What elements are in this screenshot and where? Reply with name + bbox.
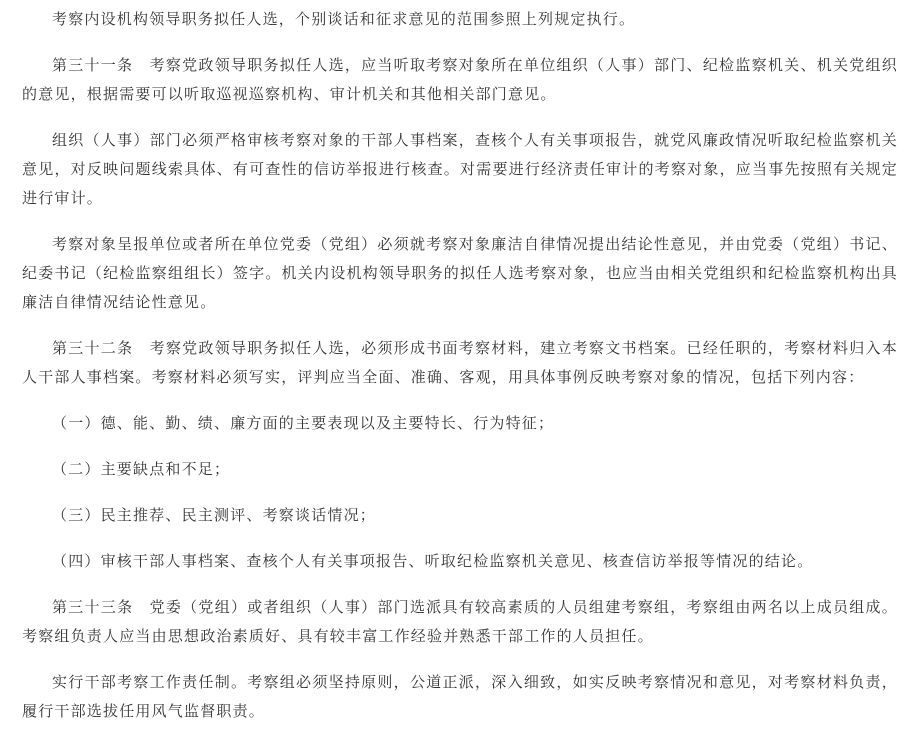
list-item: （一）德、能、勤、绩、廉方面的主要表现以及主要特长、行为特征； (52, 414, 555, 432)
paragraph: 考察内设机构领导职务拟任人选，个别谈话和征求意见的范围参照上列规定执行。 (52, 10, 636, 28)
article-31-paragraph: 第三十一条 考察党政领导职务拟任人选，应当听取考察对象所在单位组织（人事）部门、纪检监察机关、机关党组织的意见，根据需要可以听取巡视巡察机构、审计机关和其他相关部门意见。 (22, 56, 898, 103)
article-32-paragraph: 第三十二条 考察党政领导职务拟任人选，必须形成书面考察材料，建立考察文书档案。已经任职的，考察材料归入本人干部人事档案。考察材料必须写实，评判应当全面、准确、客观，用具体事例反映考察对象的情况，包括下列内容： (22, 339, 898, 386)
list-item: （三）民主推荐、民主测评、考察谈话情况； (52, 506, 377, 524)
paragraph: 实行干部考察工作责任制。考察组必须坚持原则，公道正派，深入细致，如实反映考察情况和意见，对考察材料负责，履行干部选拔任用风气监督职责。 (22, 673, 898, 720)
list-item: （二）主要缺点和不足； (52, 460, 231, 478)
paragraph: 组织（人事）部门必须严格审核考察对象的干部人事档案，查核个人有关事项报告，就党风廉政情况听取纪检监察机关意见，对反映问题线索具体、有可查性的信访举报进行核查。对需要进行经济责任审计的考察对象，应当事先按照有关规定进行审计。 (22, 131, 898, 207)
paragraph: 考察对象呈报单位或者所在单位党委（党组）必须就考察对象廉洁自律情况提出结论性意见，并由党委（党组）书记、纪委书记（纪检监察组组长）签字。机关内设机构领导职务的拟任人选考察对象，也应当由相关党组织和纪检监察机构出具廉洁自律情况结论性意见。 (22, 235, 898, 311)
article-33-paragraph: 第三十三条 党委（党组）或者组织（人事）部门选派具有较高素质的人员组建考察组，考察组由两名以上成员组成。考察组负责人应当由思想政治素质好、具有较丰富工作经验并熟悉干部工作的人员担任。 (22, 598, 898, 645)
list-item: （四）审核干部人事档案、查核个人有关事项报告、听取纪检监察机关意见、核查信访举报等情况的结论。 (52, 552, 814, 570)
